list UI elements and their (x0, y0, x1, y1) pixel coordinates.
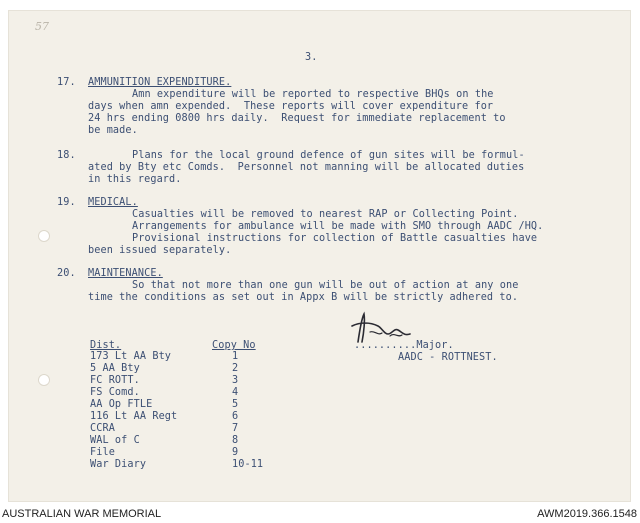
para-20-line: So that not more than one gun will be out of action at any one (132, 280, 519, 291)
punch-hole-lower (38, 374, 50, 386)
para-19-line: Casualties will be removed to nearest RAP or Collecting Point. (132, 209, 519, 220)
page-number: 3. (305, 52, 318, 63)
distribution-copy: 9 (232, 447, 239, 458)
para-17-line: days when amn expended. These reports will cover expenditure for (88, 101, 494, 112)
para-18-line: Plans for the local ground defence of gun sites will be formul- (132, 150, 525, 161)
para-19-heading: MEDICAL. (88, 197, 138, 208)
distribution-copy: 3 (232, 375, 239, 386)
distribution-copy: 7 (232, 423, 239, 434)
para-17-line: 24 hrs ending 0800 hrs daily. Request for immediate replacement to (88, 113, 506, 124)
distribution-unit: AA Op FTLE (90, 399, 153, 410)
para-18-line: in this regard. (88, 174, 182, 185)
para-17-heading: AMMUNITION EXPENDITURE. (88, 77, 232, 88)
distribution-header: Dist. (90, 340, 122, 351)
distribution-copy: 10-11 (232, 459, 264, 470)
para-20-line: time the conditions as set out in Appx B will be strictly adhered to. (88, 292, 519, 303)
distribution-unit: 5 AA Bty (90, 363, 140, 374)
para-19-number: 19. (57, 197, 76, 208)
distribution-unit: FC ROTT. (90, 375, 140, 386)
para-19-line: Provisional instructions for collection of Battle casualties have (132, 233, 538, 244)
signature-rank: ..........Major. (354, 340, 454, 351)
footer-accession-number: AWM2019.366.1548 (537, 508, 637, 520)
distribution-copy: 5 (232, 399, 239, 410)
para-20-number: 20. (57, 268, 76, 279)
para-19-line: been issued separately. (88, 245, 232, 256)
para-19-line: Arrangements for ambulance will be made with SMO through AADC /HQ. (132, 221, 544, 232)
distribution-copy: 6 (232, 411, 239, 422)
distribution-copy: 1 (232, 351, 239, 362)
signature-title: AADC - ROTTNEST. (398, 352, 498, 363)
footer-institution: AUSTRALIAN WAR MEMORIAL (2, 508, 162, 520)
para-17-line: Amn expenditure will be reported to respective BHQs on the (132, 89, 494, 100)
distribution-unit: FS Comd. (90, 387, 140, 398)
distribution-copy: 2 (232, 363, 239, 374)
distribution-unit: 116 Lt AA Regt (90, 411, 178, 422)
para-18-line: ated by Bty etc Comds. Personnel not manning will be allocated duties (88, 162, 525, 173)
distribution-copy: 4 (232, 387, 239, 398)
para-17-line: be made. (88, 125, 138, 136)
distribution-unit: War Diary (90, 459, 147, 470)
pencil-mark: 57 (35, 20, 49, 33)
distribution-copy: 8 (232, 435, 239, 446)
para-17-number: 17. (57, 77, 76, 88)
copy-number-header: Copy No (212, 340, 256, 351)
distribution-unit: 173 Lt AA Bty (90, 351, 172, 362)
punch-hole-upper (38, 230, 50, 242)
distribution-unit: CCRA (90, 423, 115, 434)
para-18-number: 18. (57, 150, 76, 161)
para-20-heading: MAINTENANCE. (88, 268, 163, 279)
distribution-unit: WAL of C (90, 435, 140, 446)
distribution-unit: File (90, 447, 115, 458)
